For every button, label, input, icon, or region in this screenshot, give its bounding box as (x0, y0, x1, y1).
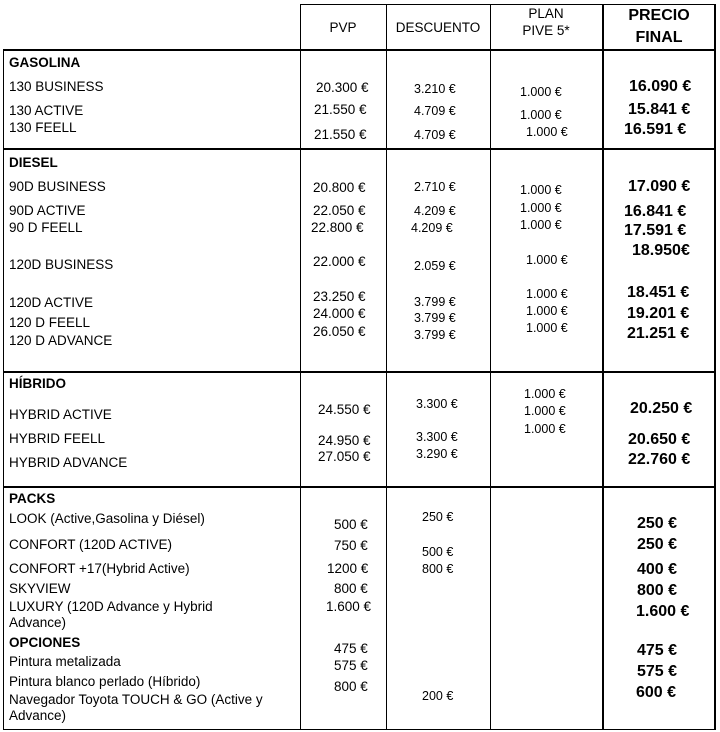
row-name: 130 BUSINESS (9, 79, 104, 94)
row-plan: 1.000 € (526, 304, 568, 318)
row-pvp: 20.300 € (316, 80, 369, 95)
row-name: 90D BUSINESS (9, 179, 106, 194)
row-name: 120D BUSINESS (9, 257, 114, 272)
row-name: Navegador Toyota TOUCH & GO (Active y Advance) (9, 692, 263, 723)
grid-line (3, 49, 716, 51)
header-plan-line1: PLAN (528, 6, 564, 21)
row-descuento: 250 € (422, 510, 454, 524)
row-pvp: 21.550 € (314, 127, 367, 142)
row-pvp: 27.050 € (318, 449, 371, 464)
row-plan: 1.000 € (520, 108, 562, 122)
row-final: 19.201 € (627, 305, 690, 322)
row-pvp: 575 € (334, 658, 368, 673)
row-descuento: 4.709 € (414, 128, 456, 142)
row-descuento: 200 € (422, 689, 454, 703)
row-final: 21.251 € (627, 325, 690, 342)
header-descuento: DESCUENTO (395, 20, 481, 35)
row-name: LOOK (Active,Gasolina y Diésel) (9, 511, 205, 526)
section-title-gasolina: GASOLINA (9, 55, 81, 70)
row-name: 90D ACTIVE (9, 203, 86, 218)
row-pvp: 22.800 € (311, 220, 364, 235)
row-name: CONFORT (120D ACTIVE) (9, 537, 173, 552)
row-pvp: 24.000 € (313, 306, 366, 321)
row-pvp: 22.000 € (313, 254, 366, 269)
row-final: 17.090 € (628, 178, 691, 195)
grid-line (602, 4, 604, 730)
row-final: 400 € (637, 561, 678, 578)
row-descuento: 4.209 € (414, 204, 456, 218)
row-descuento: 500 € (422, 545, 454, 559)
grid-line (300, 4, 301, 730)
row-descuento: 2.710 € (414, 180, 456, 194)
row-name: 120 D ADVANCE (9, 333, 113, 348)
row-descuento: 4.209 € (411, 221, 453, 235)
row-descuento: 3.799 € (414, 295, 456, 309)
row-descuento: 3.799 € (414, 311, 456, 325)
row-pvp: 24.950 € (318, 433, 371, 448)
row-final: 20.650 € (628, 431, 691, 448)
row-final: 17.591 € (624, 222, 687, 239)
row-final: 250 € (637, 515, 678, 532)
section-title-hibrido: HÍBRIDO (9, 376, 66, 391)
row-final: 16.841 € (624, 203, 687, 220)
row-plan: 1.000 € (524, 404, 566, 418)
header-plan-line2: PIVE 5* (522, 23, 570, 38)
row-pvp: 1200 € (327, 561, 369, 576)
header-pvp: PVP (329, 20, 357, 35)
row-plan: 1.000 € (526, 125, 568, 139)
row-descuento: 4.709 € (414, 104, 456, 118)
row-name: 120 D FEELL (9, 315, 91, 330)
row-plan: 1.000 € (526, 253, 568, 267)
grid-line (3, 486, 716, 488)
header-precio-line1: PRECIO (628, 7, 690, 24)
section-title-diesel: DIESEL (9, 155, 58, 170)
row-descuento: 3.290 € (416, 447, 458, 461)
row-name: HYBRID FEELL (9, 431, 106, 446)
grid-line (3, 729, 716, 730)
section-title-packs: PACKS (9, 491, 56, 506)
row-pvp: 800 € (334, 581, 368, 596)
grid-line (490, 4, 491, 730)
row-final: 15.841 € (628, 101, 691, 118)
row-final: 18.451 € (627, 284, 690, 301)
row-pvp: 22.050 € (313, 203, 366, 218)
row-final: 16.090 € (629, 78, 692, 95)
row-final: 22.760 € (628, 451, 691, 468)
row-name: SKYVIEW (9, 581, 71, 596)
row-final: 800 € (637, 582, 678, 599)
row-name: 90 D FEELL (9, 220, 83, 235)
row-name: LUXURY (120D Advance y Hybrid Advance) (9, 599, 213, 630)
row-final: 20.250 € (630, 400, 693, 417)
row-descuento: 3.799 € (414, 328, 456, 342)
grid-line (3, 148, 716, 150)
row-descuento: 3.300 € (416, 430, 458, 444)
section-title-opciones: OPCIONES (9, 635, 81, 650)
row-name: 120D ACTIVE (9, 295, 94, 310)
row-pvp: 21.550 € (314, 102, 367, 117)
row-pvp: 24.550 € (318, 402, 371, 417)
row-name: Pintura metalizada (9, 654, 121, 669)
row-plan: 1.000 € (526, 287, 568, 301)
grid-line (3, 49, 4, 730)
header-precio-line2: FINAL (635, 29, 683, 46)
row-pvp: 23.250 € (313, 289, 366, 304)
row-name: HYBRID ACTIVE (9, 407, 112, 422)
row-final: 600 € (636, 684, 677, 701)
row-plan: 1.000 € (520, 183, 562, 197)
row-plan: 1.000 € (526, 321, 568, 335)
row-plan: 1.000 € (524, 422, 566, 436)
row-pvp: 475 € (334, 641, 368, 656)
row-pvp: 1.600 € (326, 599, 372, 614)
row-final: 475 € (637, 642, 678, 659)
row-name: Pintura blanco perlado (Híbrido) (9, 674, 201, 689)
row-pvp: 500 € (334, 517, 368, 532)
row-pvp: 750 € (334, 538, 368, 553)
row-plan: 1.000 € (524, 387, 566, 401)
grid-line (386, 4, 387, 730)
header-precio-final (604, 5, 714, 49)
row-final: 1.600 € (636, 603, 690, 620)
grid-line (714, 4, 716, 730)
row-final: 18.950€ (632, 242, 690, 259)
row-plan: 1.000 € (520, 85, 562, 99)
row-plan: 1.000 € (520, 218, 562, 232)
row-name: 130 FEELL (9, 120, 77, 135)
row-pvp: 26.050 € (313, 324, 366, 339)
row-descuento: 3.300 € (416, 397, 458, 411)
row-final: 250 € (637, 536, 678, 553)
row-pvp: 800 € (334, 679, 368, 694)
header-plan-pive (490, 5, 602, 39)
grid-line (3, 371, 716, 373)
row-descuento: 800 € (422, 562, 454, 576)
row-name: HYBRID ADVANCE (9, 455, 128, 470)
row-final: 16.591 € (624, 121, 687, 138)
row-descuento: 3.210 € (414, 82, 456, 96)
row-final: 575 € (637, 663, 678, 680)
row-pvp: 20.800 € (313, 180, 366, 195)
row-name: 130 ACTIVE (9, 103, 84, 118)
row-name: CONFORT +17(Hybrid Active) (9, 561, 190, 576)
row-plan: 1.000 € (520, 201, 562, 215)
row-descuento: 2.059 € (414, 259, 456, 273)
